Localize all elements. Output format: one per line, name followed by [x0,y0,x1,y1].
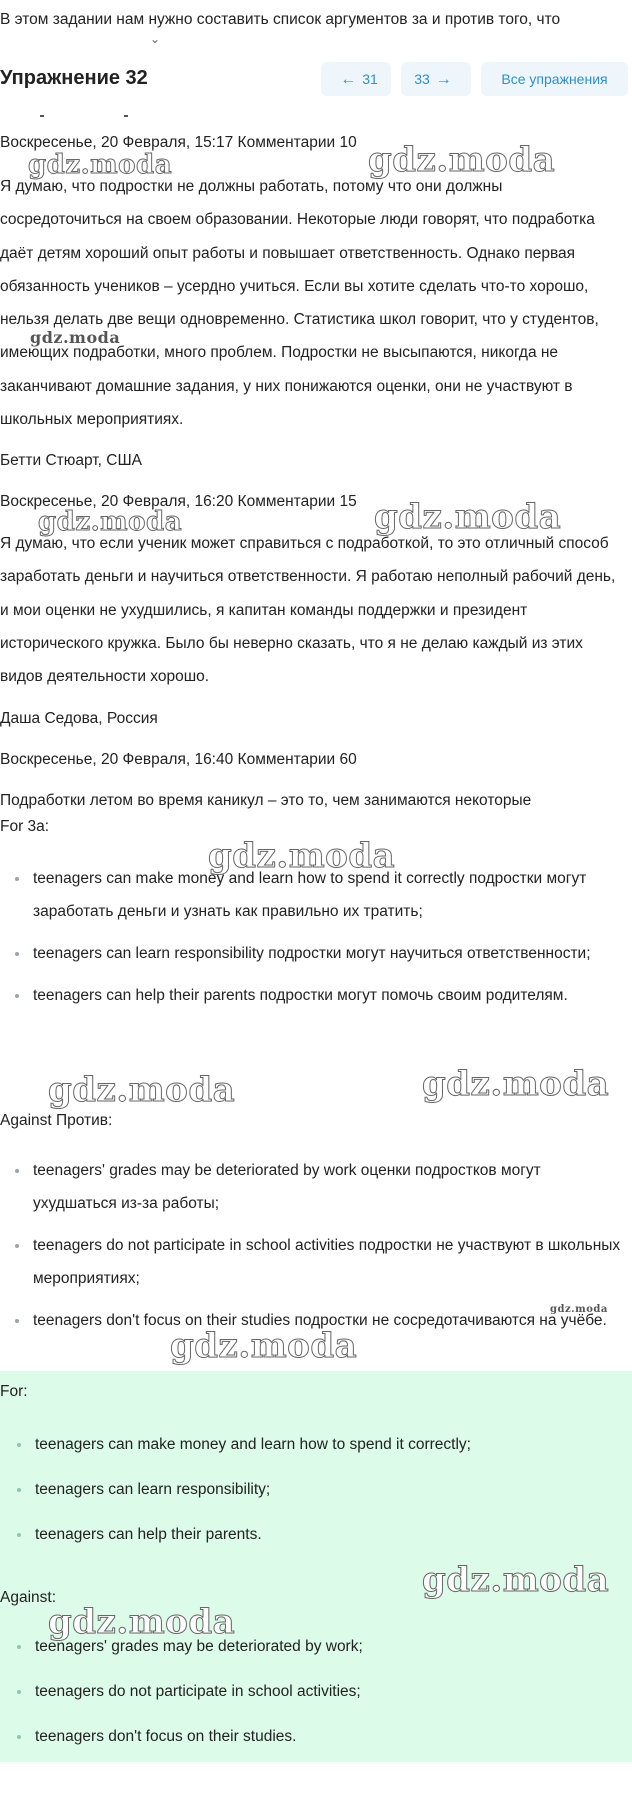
list-item: teenagers can make money and learn how to spend it correctly; [0,1431,628,1459]
post1-meta: Воскресенье, 20 Февраля, 15:17 Комментарии 10 [0,134,357,151]
watermark: gdz.moda [422,1064,610,1104]
list-item: teenagers' grades may be deteriorated by work; [0,1633,628,1661]
intro-cut-line: ⌄ [150,32,161,46]
intro-text: В этом задании нам нужно составить список аргументов за и против того, что [0,11,561,28]
watermark: gdz.moda [30,328,121,347]
post1-body: Я думаю, что подростки не должны работать, потому что они должны сосредоточиться на своем образовании. Некоторые люди говорят, что подработка даёт детям хороший опыт работы и повышает ответственность. Однако первая обязанность учеников – усердно учиться. Если вы хотите сделать что-то хорошо, нельзя делать две вещи одновременно. Статистика школ говорит, что у студентов, имеющих подработки, много проблем. Подростки не высыпаются, никогда не заканчивают домашние задания, у них понижаются оценки, они не участвуют в школьных мероприятиях. [0,178,599,429]
against-list [0,1154,628,1346]
watermark: gdz.moda [48,1602,236,1642]
arrow-left-icon: ← [340,71,357,88]
prev-exercise-label: 31 [362,71,378,87]
list-item: teenagers can help their parents. [0,1521,628,1549]
post1-author: Бетти Стюарт, США [0,452,142,469]
watermark: gdz.moda [208,836,396,876]
watermark: gdz.moda [170,1326,358,1366]
post3-body: Подработки летом во время каникул – это то, чем занимаются некоторые [0,792,532,809]
list-item: teenagers can learn responsibility; [0,1476,628,1504]
post2-author: Даша Седова, Россия [0,710,158,727]
list-item: teenagers can learn responsibility подростки могут научиться ответственности; [0,937,628,970]
answer-against-label: Against: [0,1589,57,1606]
page-title: Упражнение 32 [0,67,148,89]
watermark: gdz.moda [48,1070,236,1110]
watermark: gdz.moda [550,1304,608,1315]
list-item: teenagers can help their parents подростки могут помочь своим родителям. [0,979,628,1012]
answer-for-label: For: [0,1383,28,1400]
post2-body: Я думаю, что если ученик может справиться с подработкой, то это отличный способ заработать деньги и научиться ответственности. Я работаю неполный рабочий день, и мои оценки не ухудшились, я капитан команды поддержки и президент исторического кружка. Было бы неверно сказать, что я не делаю каждый из этих видов деятельности хорошо. [0,535,616,686]
list-item: teenagers' grades may be deteriorated by work оценки подростков могут ухудшаться из-за работы; [0,1154,628,1220]
watermark: gdz.moda [368,140,556,180]
list-item: teenagers do not participate in school activities подростки не участвуют в школьных мероприятиях; [0,1229,628,1295]
against-label: Against Против: [0,1112,113,1129]
next-exercise-button[interactable] [401,62,471,96]
next-exercise-label: 33 [414,71,430,87]
list-item: teenagers don't focus on their studies подростки не сосредотачиваются на учёбе. [0,1304,628,1337]
prev-exercise-button[interactable] [321,62,391,96]
all-exercises-button[interactable]: Все упражнения [481,62,628,96]
list-item: teenagers can make money and learn how to spend it correctly подростки могут заработать деньги и узнать как правильно их тратить; [0,862,628,928]
for-label: For 3a: [0,818,50,835]
watermark: gdz.moda [28,150,173,180]
post3-meta: Воскресенье, 20 Февраля, 16:40 Комментарии 60 [0,751,357,768]
for-list [0,862,628,1021]
cut-line [0,104,300,112]
watermark: gdz.moda [374,497,562,537]
answer-against-list [0,1633,628,1768]
watermark: gdz.moda [422,1560,610,1600]
exercise-header [0,58,632,102]
arrow-right-icon: → [435,71,452,88]
answer-for-list [0,1431,628,1566]
watermark: gdz.moda [38,507,183,537]
list-item: teenagers do not participate in school activities; [0,1678,628,1706]
post2-meta: Воскресенье, 20 Февраля, 16:20 Комментарии 15 [0,493,357,510]
list-item: teenagers don't focus on their studies. [0,1723,628,1751]
